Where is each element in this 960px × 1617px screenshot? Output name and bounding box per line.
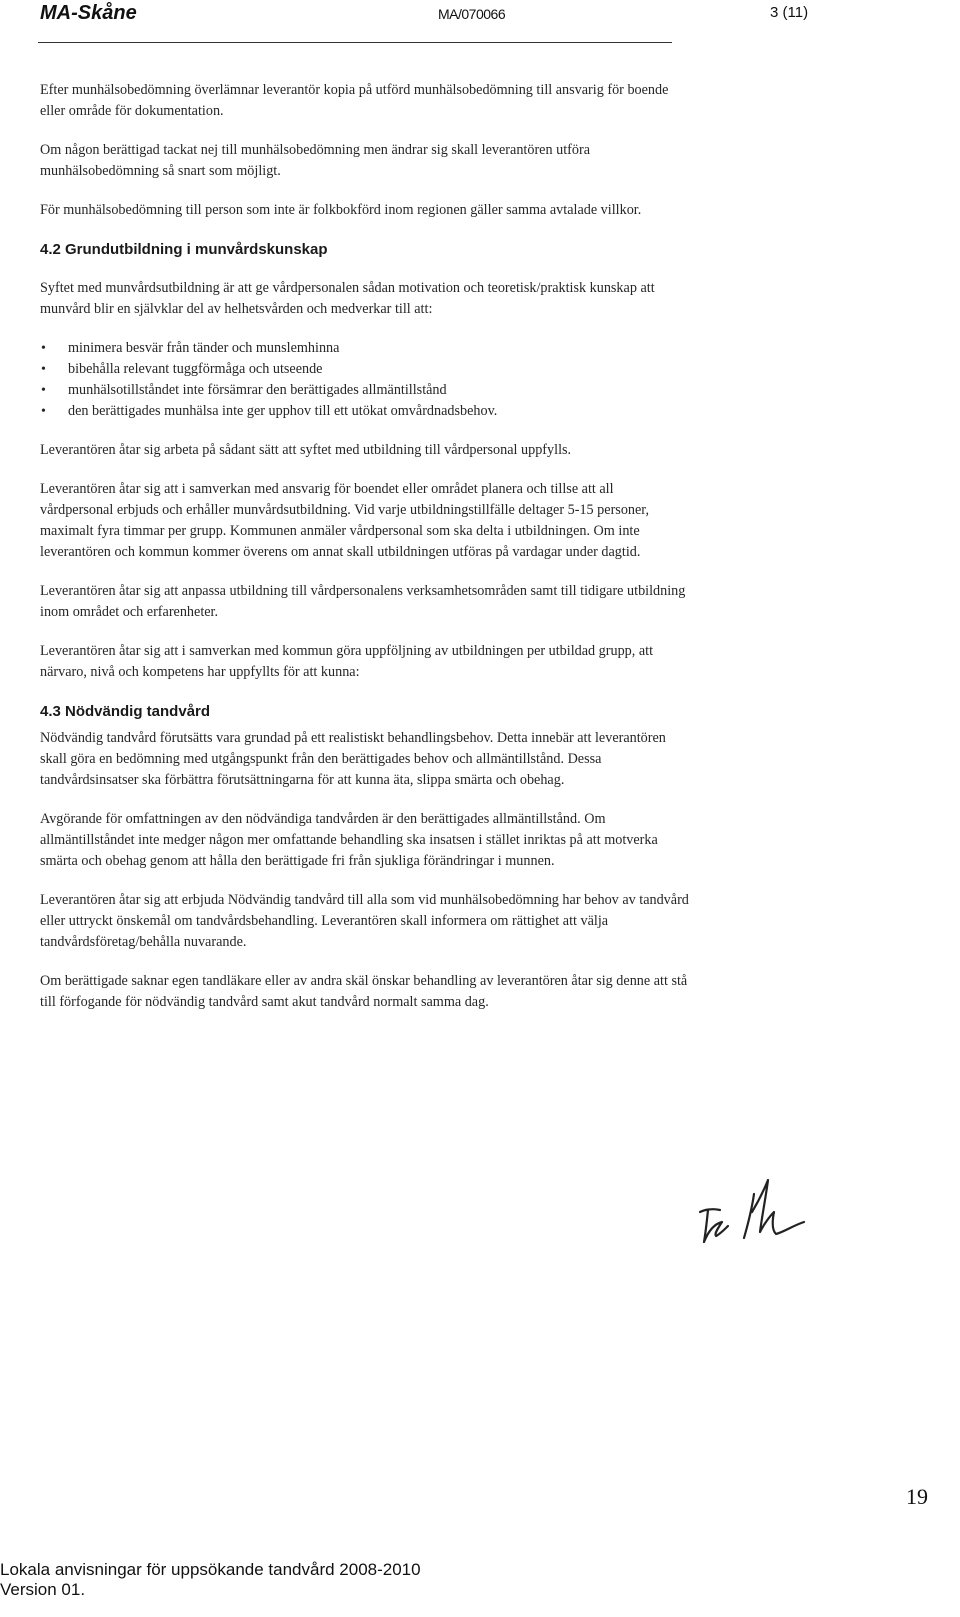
header-brand: MA-Skåne — [40, 2, 137, 24]
paragraph: Avgörande för omfattningen av den nödvändiga tandvården är den berättigades allmäntillstånd. Om allmäntillståndet inte medger någon mer omfattande behandling ska insatsen i stället inriktas på att motverka smärta och obehag genom att hålla den berättigade fri från sjukliga förändringar i munnen. — [40, 811, 658, 869]
paragraph: För munhälsobedömning till person som inte är folkbokförd inom regionen gäller samma avtalade villkor. — [40, 202, 642, 218]
paragraph: Om någon berättigad tackat nej till munhälsobedömning men ändrar sig skall leverantören utföra munhälsobedömning så snart som möjligt. — [40, 142, 590, 179]
bullet-list — [40, 338, 690, 422]
paragraph: Leverantören åtar sig att i samverkan med ansvarig för boendet eller området planera och tillse att all vårdpersonal erbjuds och erhåller munvårdsutbildning. Vid varje utbildningstillfälle deltager 5-15 personer, maximalt fyra timmar per grupp. Kommunen anmäler vårdpersonal som ska delta i utbildningen. Om inte leverantören och kommun kommer överens om annat skall utbildningen utföras på vardagar under dagtid. — [40, 481, 650, 560]
section-heading-4-2: 4.2 Grundutbildning i munvårdskunskap — [40, 241, 328, 258]
header-doc-id: MA/070066 — [438, 6, 506, 22]
paragraph: Leverantören åtar sig att anpassa utbildning till vårdpersonalens verksamhetsområden samt till tidigare utbildning inom området och erfarenheter. — [40, 583, 686, 620]
footer-version: Version 01. — [0, 1580, 86, 1599]
header-divider — [38, 42, 672, 43]
header-page-number: 3 (11) — [770, 4, 809, 21]
list-item: • minimera besvär från tänder och munslemhinna — [68, 338, 690, 359]
paragraph: Efter munhälsobedömning överlämnar leverantör kopia på utförd munhälsobedömning till ansvarig för boende eller område för dokumentation. — [40, 82, 669, 119]
handwritten-signature — [692, 1172, 822, 1250]
footer-title: Lokala anvisningar för uppsökande tandvård 2008-2010 — [0, 1560, 421, 1579]
paragraph: Leverantören åtar sig arbeta på sådant sätt att syftet med utbildning till vårdpersonal uppfylls. — [40, 442, 572, 458]
section-heading-4-3: 4.3 Nödvändig tandvård — [40, 703, 211, 720]
footer-page-number: 19 — [906, 1484, 928, 1509]
paragraph: Syftet med munvårdsutbildning är att ge vårdpersonalen sådan motivation och teoretisk/praktisk kunskap att munvård blir en självklar del av helhetsvården och medverkar till att: — [40, 280, 655, 317]
paragraph: Om berättigade saknar egen tandläkare eller av andra skäl önskar behandling av leverantören åtar sig denne att stå till förfogande för nödvändig tandvård samt akut tandvård normalt samma dag. — [40, 973, 688, 1010]
list-item: • den berättigades munhälsa inte ger upphov till ett utökat omvårdnadsbehov. — [68, 401, 690, 422]
list-item: • munhälsotillståndet inte försämrar den berättigades allmäntillstånd — [68, 380, 690, 401]
paragraph: Leverantören åtar sig att i samverkan med kommun göra uppföljning av utbildningen per utbildad grupp, att närvaro, nivå och kompetens har uppfyllts för att kunna: — [40, 643, 654, 680]
paragraph: Leverantören åtar sig att erbjuda Nödvändig tandvård till alla som vid munhälsobedömning har behov av tandvård eller uttryckt önskemål om tandvårdsbehandling. Leverantören skall informera om rättighet att välja tandvårdsföretag/behålla nuvarande. — [40, 892, 689, 950]
document-body — [40, 80, 690, 1031]
paragraph: Nödvändig tandvård förutsätts vara grundad på ett realistiskt behandlingsbehov. Detta innebär att leverantören skall göra en bedömning med utgångspunkt från den berättigades behov och allmäntillstånd. Dessa tandvårdsinsatser ska förbättra förutsättningarna för att kunna äta, slippa smärta och obehag. — [40, 730, 666, 788]
list-item: • bibehålla relevant tuggförmåga och utseende — [68, 359, 690, 380]
